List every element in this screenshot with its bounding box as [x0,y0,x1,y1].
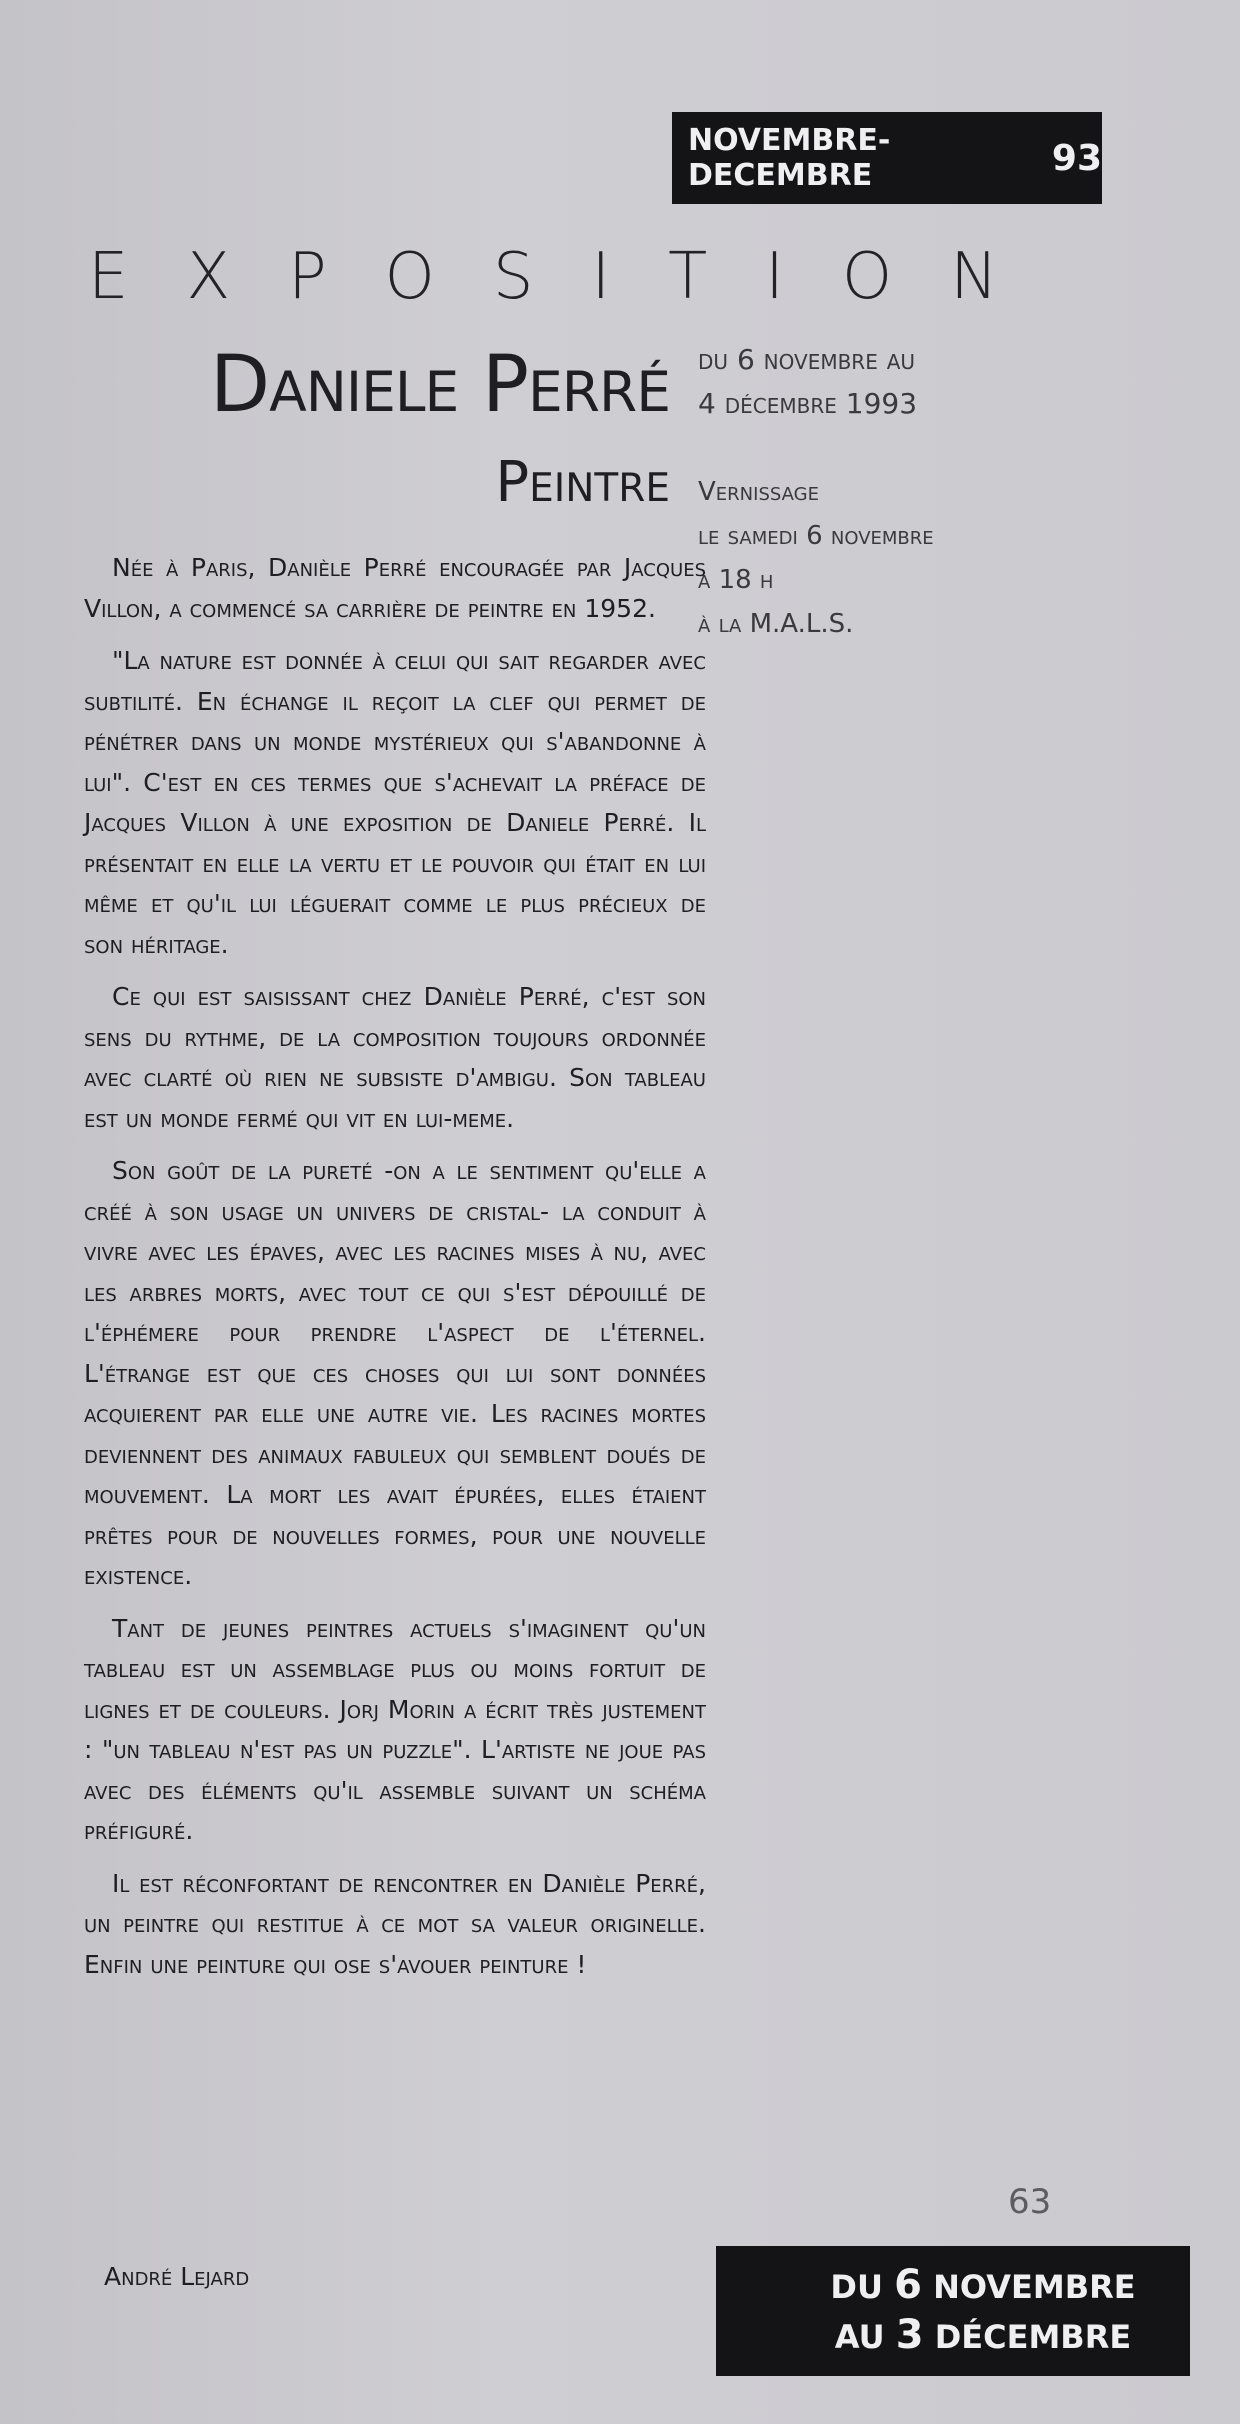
title-letter: O [841,240,893,314]
footer-day: 6 [894,2262,922,2308]
article-paragraph: Son goût de la pureté -on a le sentiment qu'elle a créé à son usage un univers de cristal- la conduit à vivre avec les épaves, avec les racines mises à nu, avec les arbres morts, avec tout ce qui s'est dépouillé de l'éphémere pour prendre l'aspect de l'éternel. L'étrange est que ces choses qui lui sont données acquierent par elle une autre vie. Les racines mortes deviennent des animaux fabuleux qui semblent doués de mouvement. La mort les avait épurées, elles étaient prêtes pour de nouvelles formes, pour une nouvelle existence. [84,1156,706,1590]
vernissage-line: Vernissage [698,477,819,507]
vernissage-info [698,470,1018,646]
vernissage-line: à la M.A.L.S. [698,609,854,639]
title-letter: X [186,240,231,314]
title-letter: O [384,240,435,314]
article-paragraph: Ce qui est saisissant chez Danièle Perré, c'est son sens du rythme, de la composition toujours ordonnée avec clarté où rien ne subsiste d'ambigu. Son tableau est un monde fermé qui vit en lui-meme. [84,982,706,1133]
artist-role: Peintre [495,450,670,515]
footer-date-badge [716,2246,1190,2376]
footer-prefix: AU [834,2318,885,2356]
title-letter: E [88,240,129,314]
footer-month: DÉCEMBRE [934,2318,1132,2356]
article-author: André Lejard [104,2262,250,2291]
title-letter: N [950,240,998,314]
issue-badge [672,112,1102,204]
article-paragraph: "La nature est donnée à celui qui sait regarder avec subtilité. En échange il reçoit la clef qui permet de pénétrer dans un monde mystérieux qui s'abandonne à lui". C'est en ces termes que s'achevait la préface de Jacques Villon à une exposition de Daniele Perré. Il présentait en elle la vertu et le pouvoir qui était en lui même et qu'il lui léguerait comme le plus précieux de son héritage. [84,646,706,959]
article-body [84,548,706,1997]
footer-badge-line2 [835,2311,1131,2361]
article-paragraph: Il est réconfortant de rencontrer en Danièle Perré, un peintre qui restitue à ce mot sa valeur originelle. Enfin une peinture qui ose s'avouer peinture ! [84,1868,707,1979]
title-letter: T [668,240,708,314]
footer-month: NOVEMBRE [933,2268,1136,2306]
issue-prefix: NOVEMBRE-DECEMBRE [688,123,891,193]
page-number: 63 [1008,2182,1052,2222]
title-letter: P [288,240,327,314]
dates-line: 4 décembre 1993 [698,387,918,420]
footer-prefix: DU [830,2268,883,2306]
footer-day: 3 [895,2312,924,2358]
article-paragraph: Née à Paris, Danièle Perré encouragée par Jacques Villon, a commencé sa carrière de peintre en 1952. [84,553,706,623]
dates-line: du 6 novembre au [698,343,916,376]
vernissage-line: à 18 h [698,565,774,595]
artist-name: Daniele Perré [210,340,670,430]
title-letter: I [765,240,784,314]
vernissage-line: le samedi 6 novembre [698,521,934,551]
title-letter: I [591,240,611,314]
footer-badge-line1 [830,2261,1135,2311]
issue-number: 93 [1051,137,1102,179]
exhibition-dates [698,338,998,426]
title-letter: S [492,240,534,314]
exposition-title [88,240,998,314]
article-paragraph: Tant de jeunes peintres actuels s'imaginent qu'un tableau est un assemblage plus ou moins fortuit de lignes et de couleurs. Jorj Morin a écrit très justement : "un tableau n'est pas un puzzle". L'artiste ne joue pas avec des éléments qu'il assemble suivant un schéma préfiguré. [84,1613,706,1845]
